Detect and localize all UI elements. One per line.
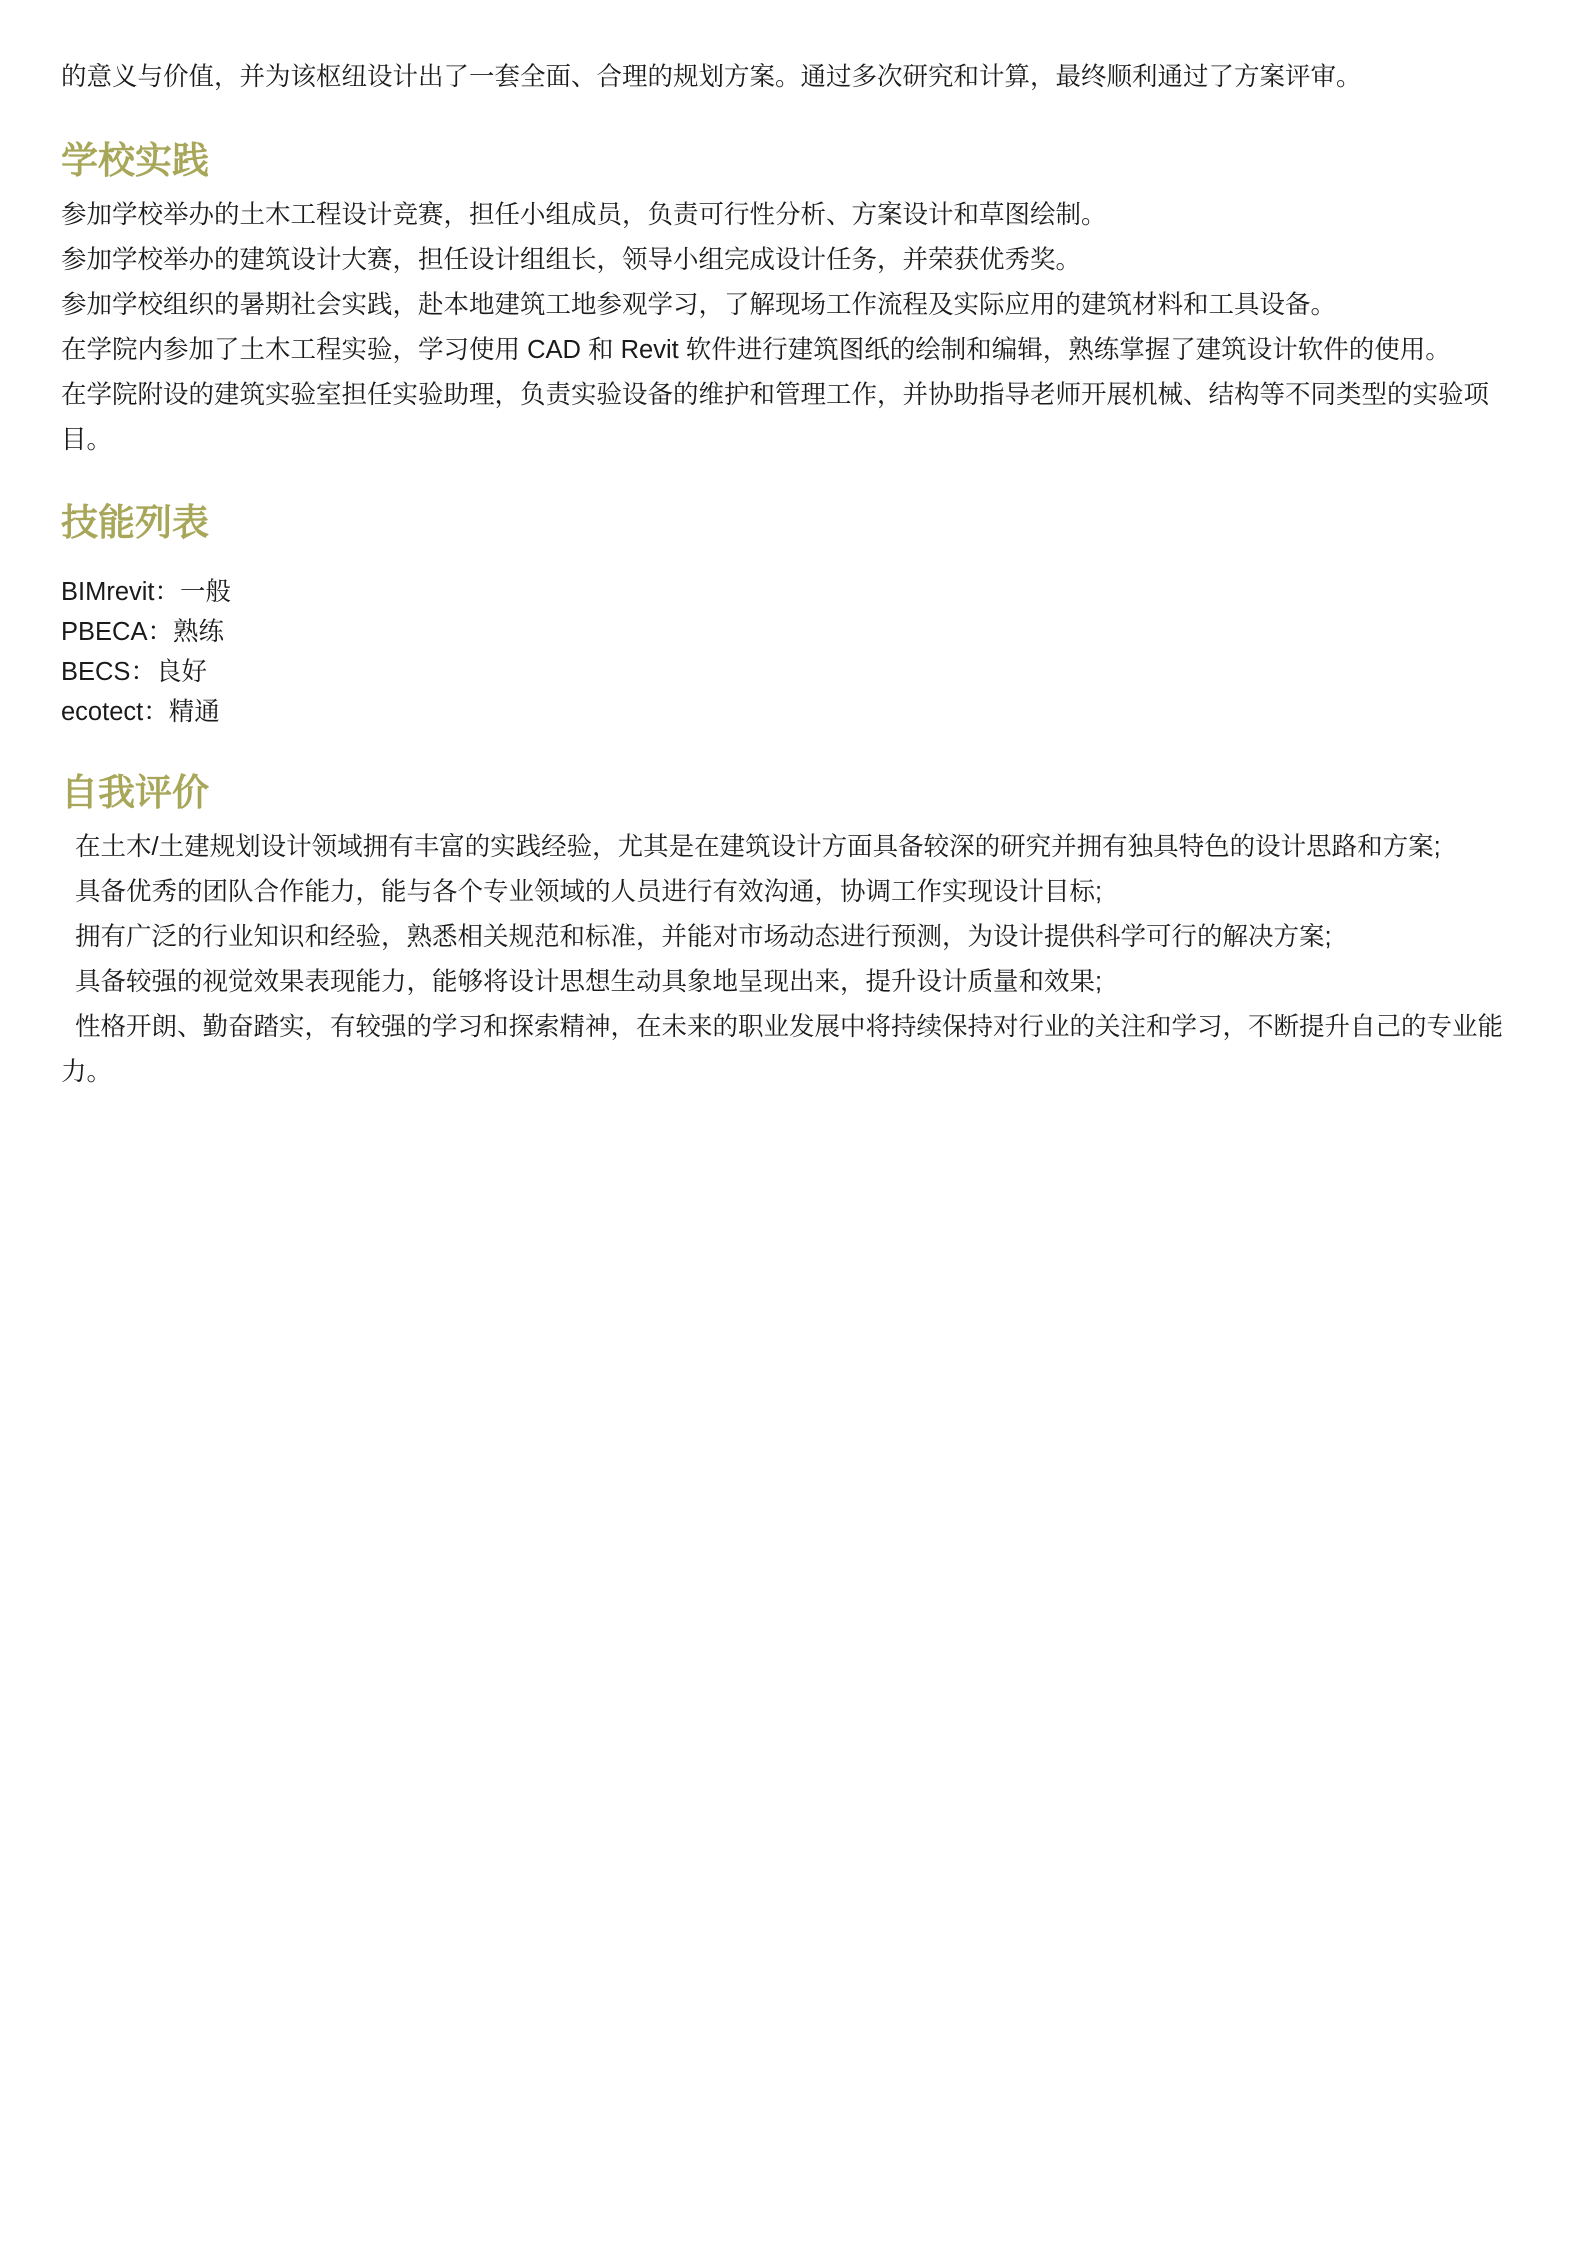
self-evaluation-item: 拥有广泛的行业知识和经验，熟悉相关规范和标准，并能对市场动态进行预测，为设计提供科学可行的解决方案; [75, 923, 1332, 951]
practice-item: 在学院附设的建筑实验室担任实验助理，负责实验设备的维护和管理工作，并协助指导老师开展机械、结构等不同类型的实验项目。 [61, 381, 1490, 454]
practice-item: 参加学校举办的土木工程设计竞赛，担任小组成员，负责可行性分析、方案设计和草图绘制。 [61, 201, 1107, 229]
skill-item: PBECA：熟练 [61, 618, 224, 646]
section-title-self-evaluation: 自我评价 [61, 772, 209, 813]
practice-item: 在学院内参加了土木工程实验，学习使用 CAD 和 Revit 软件进行建筑图纸的绘制和编辑，熟练掌握了建筑设计软件的使用。 [61, 336, 1451, 364]
skills-list [61, 572, 231, 732]
skill-item: BIMrevit：一般 [61, 578, 232, 606]
practice-item: 参加学校举办的建筑设计大赛，担任设计组组长，领导小组完成设计任务，并荣获优秀奖。 [61, 246, 1082, 274]
project-description-continuation: 的意义与价值，并为该枢纽设计出了一套全面、合理的规划方案。通过多次研究和计算，最终顺利通过了方案评审。 [61, 63, 1362, 91]
school-practice-list [61, 193, 1535, 463]
self-evaluation-list [61, 825, 1535, 1095]
practice-item: 参加学校组织的暑期社会实践，赴本地建筑工地参观学习，了解现场工作流程及实际应用的建筑材料和工具设备。 [61, 291, 1337, 319]
section-title-skills: 技能列表 [61, 502, 209, 543]
skill-item: ecotect：精通 [61, 698, 220, 726]
self-evaluation-item: 具备较强的视觉效果表现能力，能够将设计思想生动具象地呈现出来，提升设计质量和效果; [75, 968, 1103, 996]
skill-item: BECS：良好 [61, 658, 207, 686]
self-evaluation-item: 性格开朗、勤奋踏实，有较强的学习和探索精神，在未来的职业发展中将持续保持对行业的关注和学习，不断提升自己的专业能力。 [61, 1013, 1504, 1086]
self-evaluation-item: 具备优秀的团队合作能力，能与各个专业领域的人员进行有效沟通，协调工作实现设计目标; [75, 878, 1103, 906]
section-title-school-practice: 学校实践 [61, 140, 209, 181]
self-evaluation-item: 在土木/土建规划设计领域拥有丰富的实践经验，尤其是在建筑设计方面具备较深的研究并拥有独具特色的设计思路和方案; [75, 833, 1441, 861]
